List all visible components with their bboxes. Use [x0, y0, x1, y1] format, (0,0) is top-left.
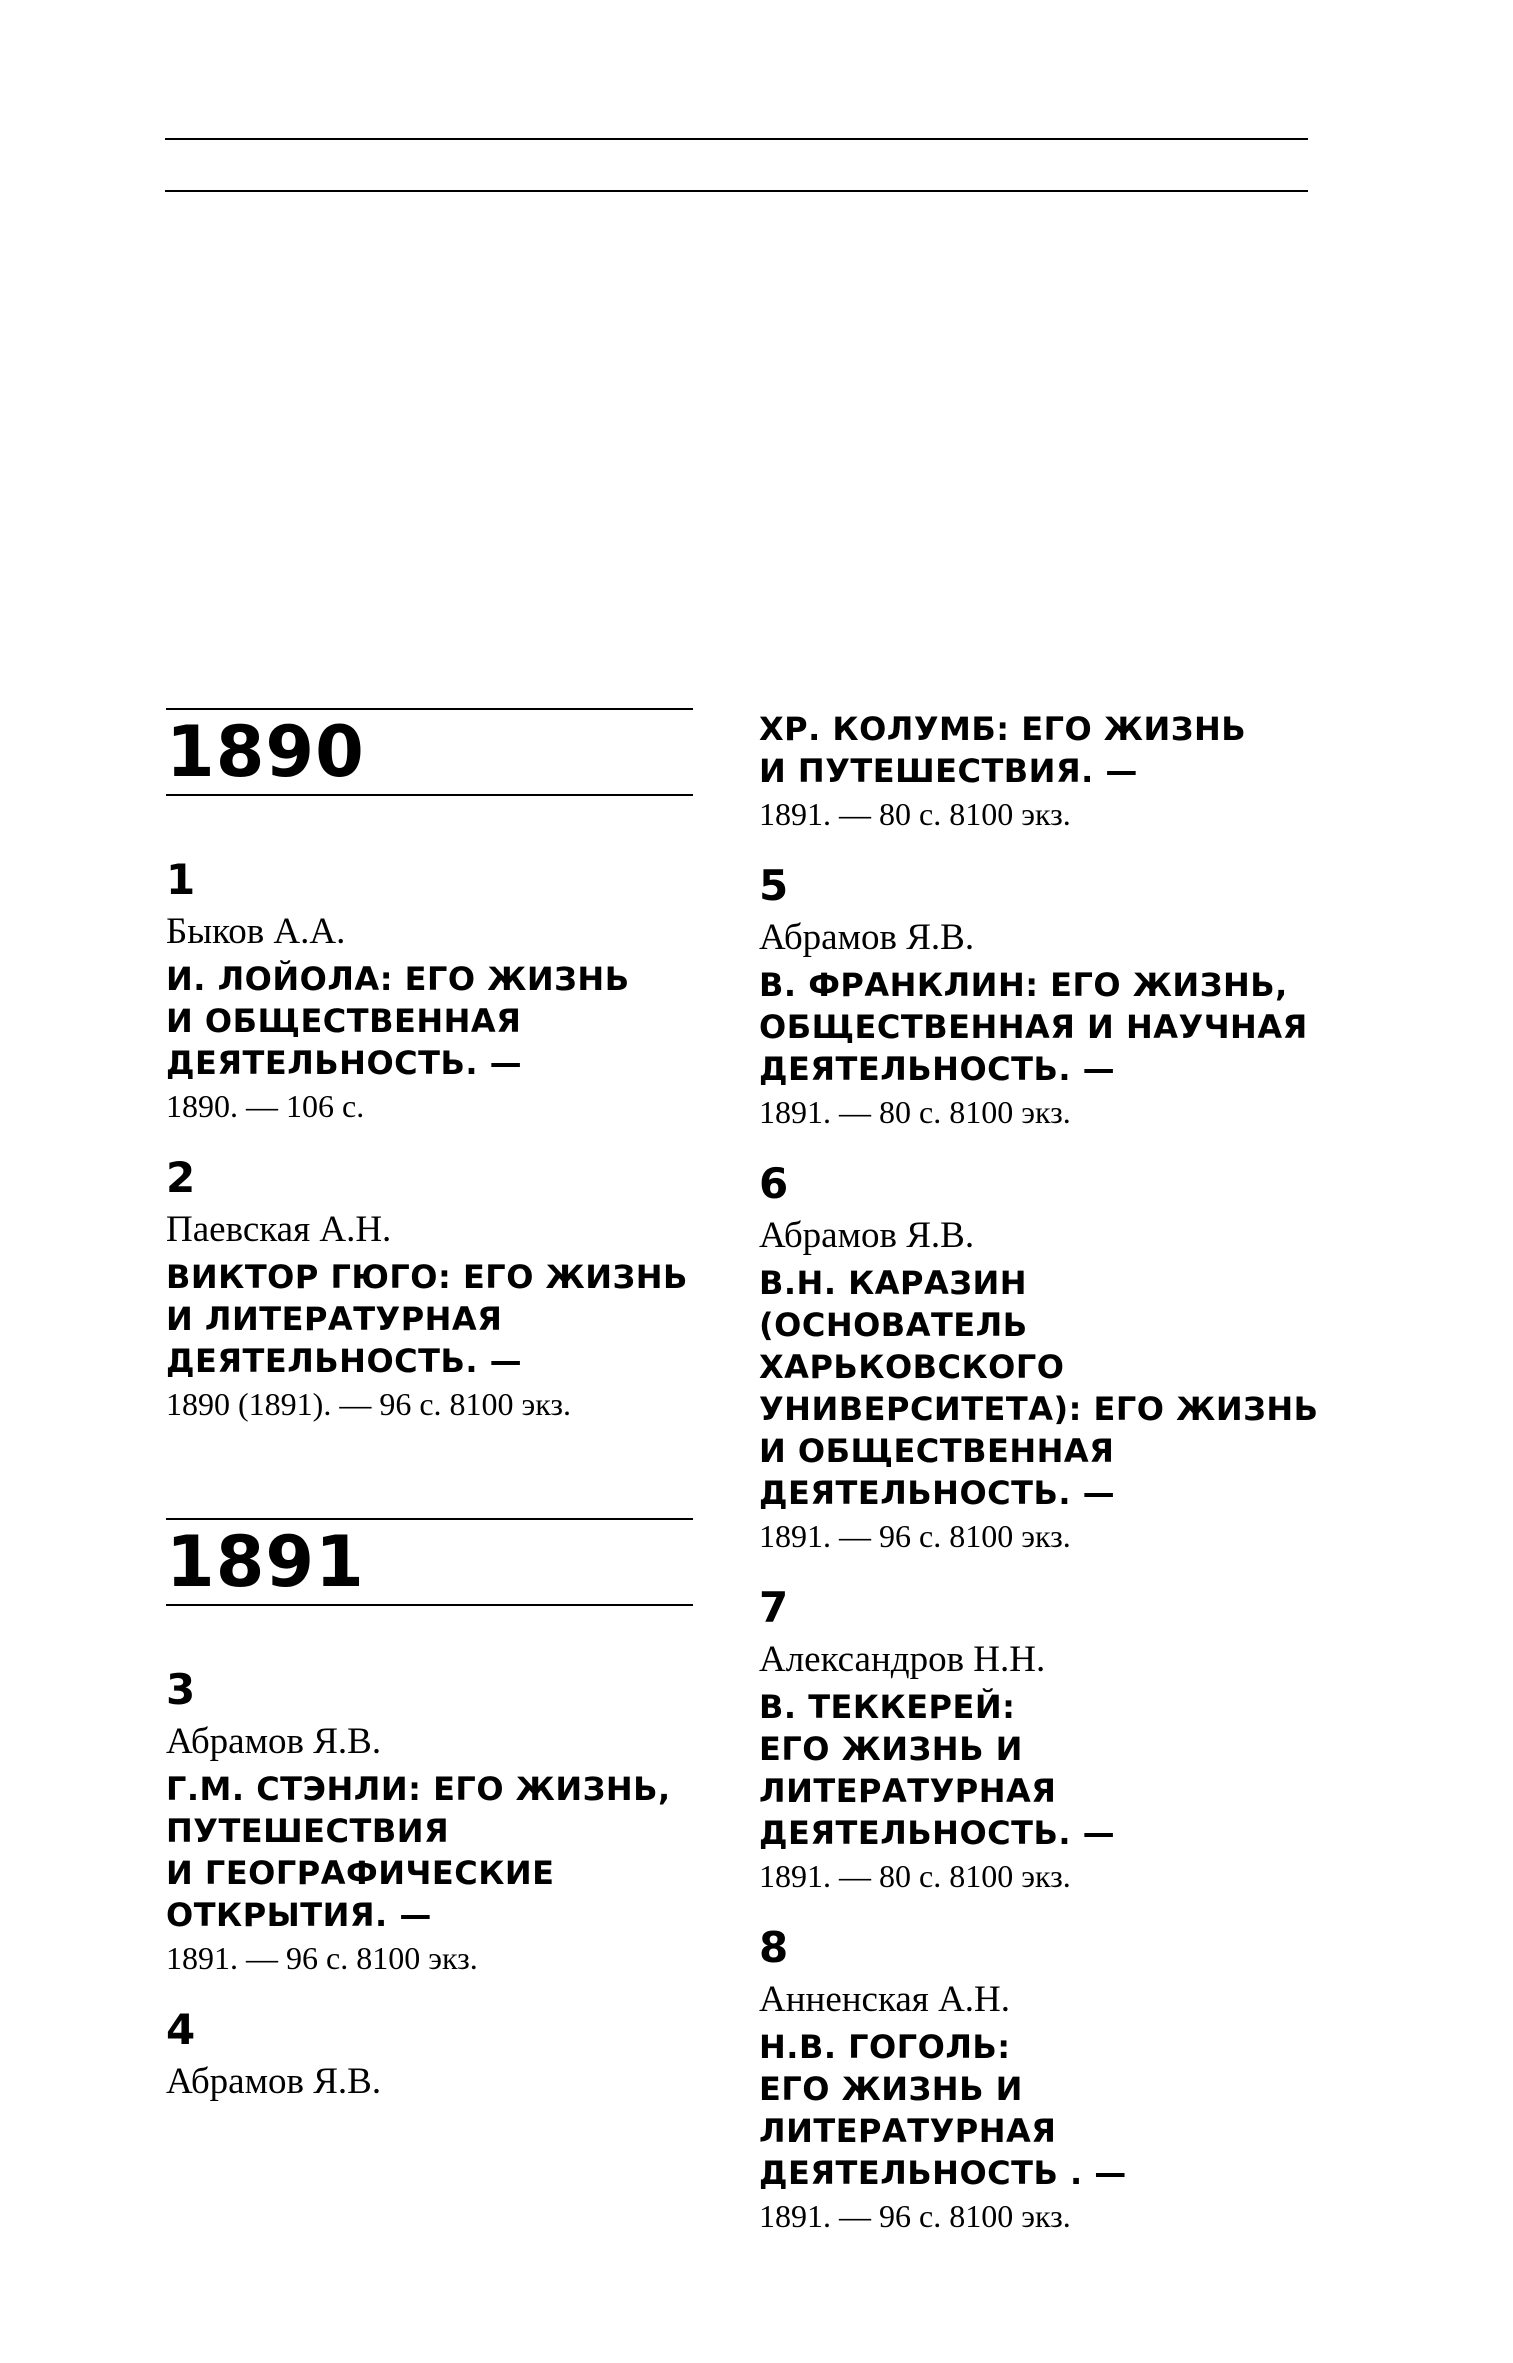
- year-rule-bottom: [166, 794, 693, 796]
- entry-author: Паевская А.Н.: [166, 1209, 392, 1250]
- entry-title: В. ТЕККЕРЕЙ: ЕГО ЖИЗНЬ И ЛИТЕРАТУРНАЯ ДЕЯТЕЛЬНОСТЬ. —: [759, 1688, 1116, 1852]
- entry-author: Абрамов Я.В.: [759, 1215, 975, 1256]
- entry-title: ХР. КОЛУМБ: ЕГО ЖИЗНЬ И ПУТЕШЕСТВИЯ. —: [759, 710, 1247, 790]
- entry-6: [759, 1158, 1329, 1558]
- year-heading: 1891: [166, 1521, 365, 1603]
- entry-author: Александров Н.Н.: [759, 1639, 1046, 1680]
- year-section-1890: [166, 708, 693, 796]
- entry-author: Быков А.А.: [166, 911, 346, 952]
- entry-title: Н.В. ГОГОЛЬ: ЕГО ЖИЗНЬ И ЛИТЕРАТУРНАЯ ДЕЯТЕЛЬНОСТЬ . —: [759, 2028, 1127, 2192]
- entry-imprint: 1891. — 80 с. 8100 экз.: [759, 1094, 1071, 1130]
- entry-title: В.Н. КАРАЗИН (ОСНОВАТЕЛЬ ХАРЬКОВСКОГО УНИВЕРСИТЕТА): ЕГО ЖИЗНЬ И ОБЩЕСТВЕННАЯ ДЕЯТЕЛЬНОСТЬ. —: [759, 1264, 1319, 1512]
- entry-imprint: 1891. — 80 с. 8100 экз.: [759, 1858, 1071, 1894]
- entry-title: Г.М. СТЭНЛИ: ЕГО ЖИЗНЬ, ПУТЕШЕСТВИЯ И ГЕОГРАФИЧЕСКИЕ ОТКРЫТИЯ. —: [166, 1770, 671, 1934]
- entry-1: [166, 854, 693, 1128]
- entry-author: Абрамов Я.В.: [759, 917, 975, 958]
- entry-7: [759, 1582, 1329, 1898]
- year-heading: 1890: [166, 711, 365, 793]
- entry-4-continued: [759, 708, 1329, 836]
- entry-3: [166, 1664, 693, 1980]
- entry-4: [166, 2004, 693, 2108]
- year-section-1891: [166, 1518, 693, 1606]
- entry-imprint: 1890. — 106 с.: [166, 1088, 365, 1124]
- entry-number: 2: [166, 1153, 196, 1202]
- entry-number: 3: [166, 1665, 196, 1714]
- entry-5: [759, 860, 1329, 1134]
- year-rule-top: [166, 708, 693, 710]
- year-rule-top: [166, 1518, 693, 1520]
- entry-title: В. ФРАНКЛИН: ЕГО ЖИЗНЬ, ОБЩЕСТВЕННАЯ И НАУЧНАЯ ДЕЯТЕЛЬНОСТЬ. —: [759, 966, 1308, 1088]
- entry-imprint: 1891. — 96 с. 8100 экз.: [166, 1940, 478, 1976]
- left-column: [166, 708, 693, 2132]
- entry-author: Абрамов Я.В.: [166, 1721, 382, 1762]
- entry-imprint: 1890 (1891). — 96 с. 8100 экз.: [166, 1386, 572, 1422]
- header-rule-top: [165, 138, 1308, 140]
- entry-title: И. ЛОЙОЛА: ЕГО ЖИЗНЬ И ОБЩЕСТВЕННАЯ ДЕЯТЕЛЬНОСТЬ. —: [166, 960, 630, 1082]
- entry-number: 4: [166, 2005, 196, 2054]
- entry-number: 5: [759, 861, 789, 910]
- entry-imprint: 1891. — 80 с. 8100 экз.: [759, 796, 1071, 832]
- entry-number: 7: [759, 1583, 789, 1632]
- entry-number: 6: [759, 1159, 789, 1208]
- entry-number: 1: [166, 855, 196, 904]
- entry-imprint: 1891. — 96 с. 8100 экз.: [759, 1518, 1071, 1554]
- right-column: [759, 708, 1329, 2262]
- year-rule-bottom: [166, 1604, 693, 1606]
- entry-number: 8: [759, 1923, 789, 1972]
- entry-title: ВИКТОР ГЮГО: ЕГО ЖИЗНЬ И ЛИТЕРАТУРНАЯ ДЕЯТЕЛЬНОСТЬ. —: [166, 1258, 688, 1380]
- header-rule-bottom: [165, 190, 1308, 192]
- entry-author: Анненская А.Н.: [759, 1979, 1011, 2020]
- entry-author: Абрамов Я.В.: [166, 2061, 382, 2102]
- entry-imprint: 1891. — 96 с. 8100 экз.: [759, 2198, 1071, 2234]
- entry-2: [166, 1152, 693, 1426]
- entry-8: [759, 1922, 1329, 2238]
